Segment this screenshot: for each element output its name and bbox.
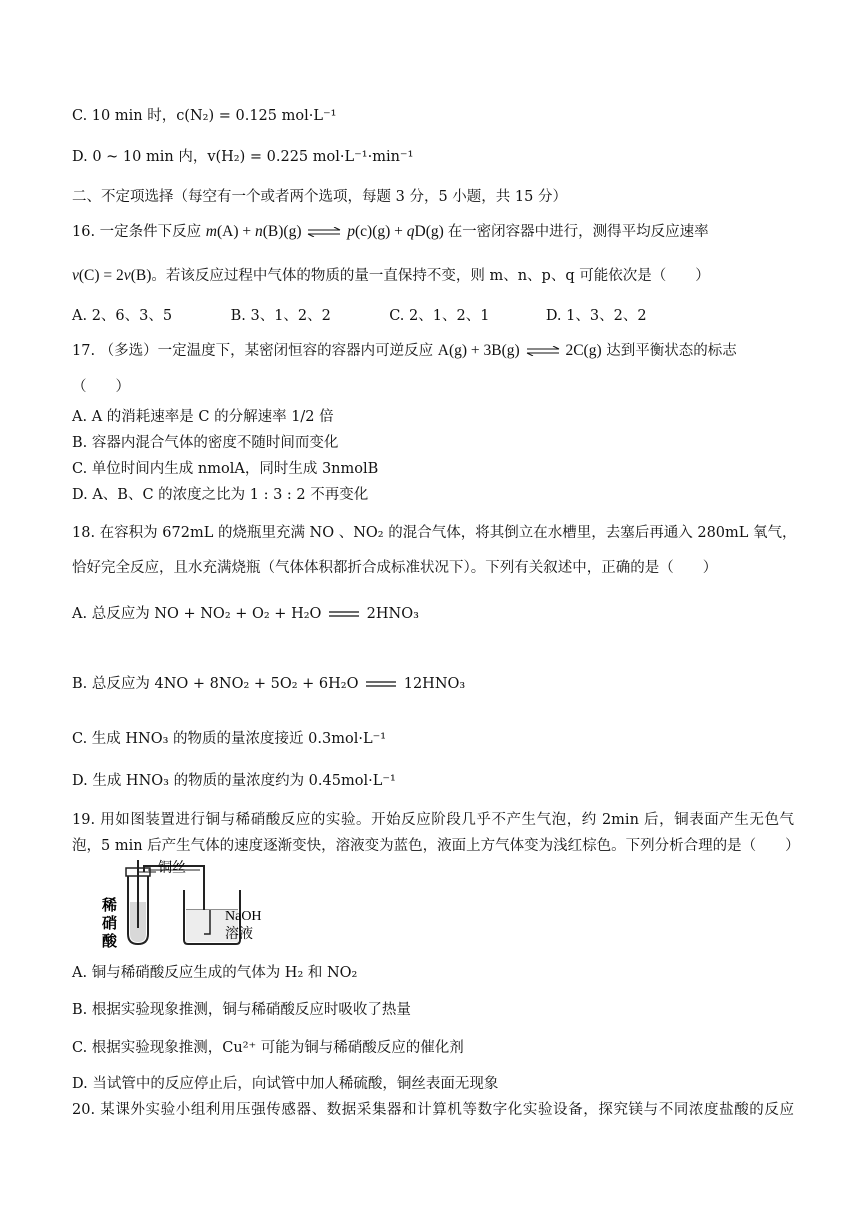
q17-option-d: D. A、B、C 的浓度之比为 1 : 3 : 2 不再变化 [72, 487, 369, 503]
q16-option-b: B. 3、1、2、2 [230, 308, 331, 324]
acid-label-2: 硝 [102, 916, 118, 932]
q18-stem-line2: 恰好完全反应，且水充满烧瓶（气体体积都折合成标准状况下）。下列有关叙述中，正确的是（ ） [72, 560, 718, 576]
q16-option-a: A. 2、6、3、5 [72, 308, 173, 324]
q17-reaction: A(g) + 3B(g) 2C(g) [437, 342, 602, 359]
q15-option-d: D. 0 ~ 10 min 内，v(H₂) = 0.225 mol·L⁻¹·min⁻¹ [72, 149, 414, 165]
acid-label-3: 酸 [102, 934, 118, 950]
q17-option-b: B. 容器内混合气体的密度不随时间而变化 [72, 435, 339, 451]
q17-stem-line2: （ ） [72, 379, 130, 395]
q19-stem-line1: 19. 用如图装置进行铜与稀硝酸反应的实验。开始反应阶段几乎不产生气泡，约 2min 后，铜表面产生无色气 [72, 812, 794, 828]
q19-option-a: A. 铜与稀硝酸反应生成的气体为 H₂ 和 NO₂ [72, 965, 358, 981]
q16-stem-line1: 16. 一定条件下反应 m(A) + n(B)(g) p(c)(g) + qD(g) 在一密闭容器中进行，测得平均反应速率 [72, 223, 709, 240]
section-title: 二、不定项选择（每空有一个或者两个选项，每题 3 分，5 小题，共 15 分） [72, 189, 567, 205]
equals-arrow-icon [365, 680, 397, 688]
q18-option-d: D. 生成 HNO₃ 的物质的量浓度约为 0.45mol·L⁻¹ [72, 773, 396, 789]
acid-label-1: 稀 [102, 898, 118, 914]
q16-options [72, 306, 647, 326]
solution-label: 溶液 [225, 927, 253, 942]
q20-stem-line1: 20. 某课外实验小组利用压强传感器、数据采集器和计算机等数字化实验设备，探究镁与不同浓度盐酸的反应 [72, 1102, 794, 1118]
naoh-label: NaOH [225, 909, 262, 924]
q16-rate: v(C) = 2v(B) [72, 267, 152, 284]
reversible-arrow-icon [526, 346, 560, 356]
q19-stem-line2: 泡，5 min 后产生气体的速度逐渐变快，溶液变为蓝色，液面上方气体变为浅红棕色。下列分析合理的是（ ） [72, 838, 800, 854]
q19-option-d: D. 当试管中的反应停止后，向试管中加人稀硫酸，铜丝表面无现象 [72, 1076, 499, 1092]
q15-option-c: C. 10 min 时，c(N₂) = 0.125 mol·L⁻¹ [72, 108, 337, 124]
q16-stem-line2: v(C) = 2v(B)。若该反应过程中气体的物质的量一直保持不变，则 m、n、p、q 可能依次是（ ） [72, 267, 710, 284]
q19-option-b: B. 根据实验现象推测，铜与稀硝酸反应时吸收了热量 [72, 1002, 411, 1018]
q17-stem-line1: 17. （多选）一定温度下，某密闭恒容的容器内可逆反应 A(g) + 3B(g) 2C(g) 达到平衡状态的标志 [72, 342, 737, 359]
copper-wire-label: 铜丝 [158, 861, 186, 876]
apparatus-figure [100, 858, 300, 950]
q16-option-d: D. 1、3、2、2 [545, 308, 647, 324]
q16-reaction: m(A) + n(B)(g) p(c)(g) + qD(g) [205, 223, 448, 240]
q18-option-b: B. 总反应为 4NO + 8NO₂ + 5O₂ + 6H₂O 12HNO₃ [72, 676, 466, 692]
q18-option-a: A. 总反应为 NO + NO₂ + O₂ + H₂O 2HNO₃ [72, 606, 419, 622]
q17-option-a: A. A 的消耗速率是 C 的分解速率 1/2 倍 [72, 409, 334, 425]
equals-arrow-icon [328, 610, 360, 618]
reversible-arrow-icon [307, 227, 341, 237]
q19-option-c: C. 根据实验现象推测，Cu²⁺ 可能为铜与稀硝酸反应的催化剂 [72, 1040, 464, 1056]
q16-option-c: C. 2、1、2、1 [389, 308, 490, 324]
q17-option-c: C. 单位时间内生成 nmolA，同时生成 3nmolB [72, 461, 379, 477]
q18-option-c: C. 生成 HNO₃ 的物质的量浓度接近 0.3mol·L⁻¹ [72, 731, 387, 747]
q18-stem-line1: 18. 在容积为 672mL 的烧瓶里充满 NO 、NO₂ 的混合气体，将其倒立在水槽里，去塞后再通入 280mL 氧气， [72, 525, 797, 541]
